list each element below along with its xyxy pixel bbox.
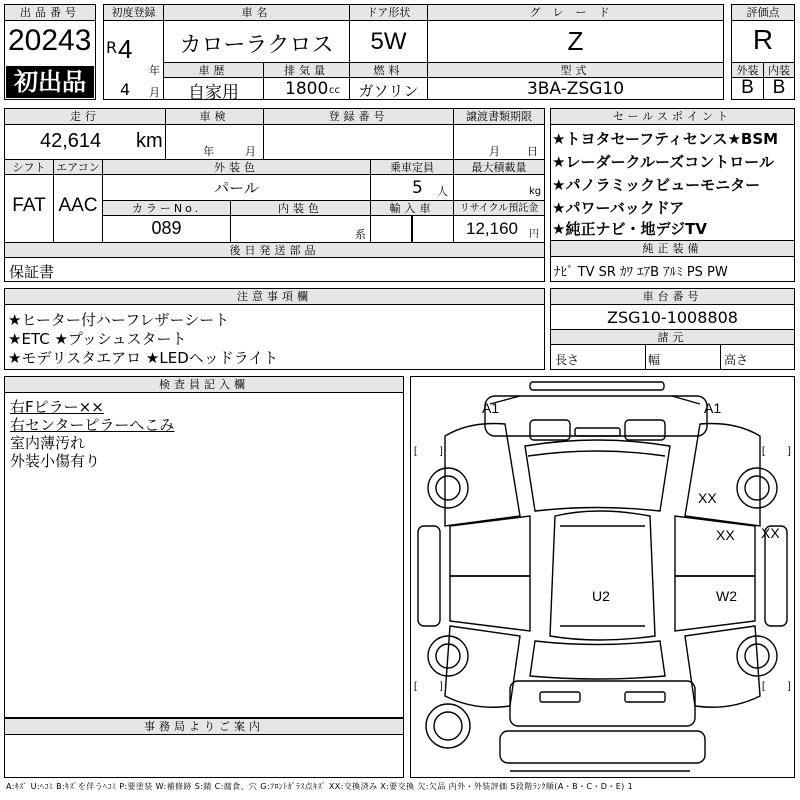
inspection-month-unit: 月 — [245, 145, 256, 158]
sales-item: ★トヨタセーフティセンス★BSM — [552, 130, 779, 148]
svg-text:[: [ — [762, 446, 765, 457]
door-label: ドア形状 — [349, 4, 428, 21]
recycle-unit: 円 — [529, 229, 539, 240]
svg-text:[: [ — [762, 681, 765, 692]
mark-a1-left: A1 — [482, 400, 500, 416]
exterior-grade: B — [741, 77, 754, 98]
svg-text:]: ] — [788, 681, 791, 692]
import-split — [411, 215, 413, 243]
era: R — [106, 38, 118, 57]
load-unit: kg — [529, 186, 542, 197]
inspector-line: 右Fピラー×× — [10, 398, 104, 416]
mark-xx-pillar: XX — [761, 525, 780, 541]
first-listing-badge: 初出品 — [6, 66, 94, 98]
inspection-year-unit: 年 — [203, 145, 214, 158]
caution-line: ★ヒーター付ハーフレザーシート — [8, 311, 230, 329]
load-label: 最大積載量 — [453, 159, 545, 175]
inspector-line: 室内薄汚れ — [10, 434, 86, 452]
later-parts: 保証書 — [9, 263, 55, 281]
int-color-unit: 系 — [355, 228, 366, 241]
interior-grade-label: 内装 — [763, 62, 795, 78]
car-name-label: 車名 — [163, 4, 350, 21]
sales-item: ★パワーバックドア — [552, 199, 685, 217]
model-label: 型式 — [427, 62, 724, 78]
transfer-month-unit: 月 — [489, 145, 500, 158]
color-no-label: カラーNo. — [102, 200, 231, 216]
model: 3BA-ZSG10 — [526, 79, 625, 99]
ext-color-label: 外装色 — [102, 159, 371, 175]
ext-color: パール — [214, 179, 259, 197]
car-name: カローラクロス — [179, 33, 334, 58]
plate-label: 登録番号 — [263, 108, 454, 125]
caution-label: 注意事項欄 — [4, 288, 545, 305]
reg-year: 4 — [118, 34, 133, 64]
capacity: 5 — [412, 178, 423, 198]
mileage: 42,614 — [40, 130, 102, 152]
int-color-cell — [230, 200, 371, 243]
later-parts-label: 後日発送部品 — [4, 242, 545, 258]
dims-height: 高さ — [724, 353, 749, 367]
mileage-label: 走行 — [4, 108, 166, 125]
displacement: 1800 — [285, 79, 329, 99]
legend: A:ｷｽﾞ U:ﾍｺﾐ B:ｷｽﾞを伴うﾍｺﾐ P:要塗装 W:補修跡 S:錆 C:腐食、穴 G:ﾌﾛﾝﾄｶﾞﾗｽ点ｷｽﾞ XX:交換済み X:要交換 欠:欠品 内外・外装評価 5段階ﾗﾝｸ順(A・B・C・D・E) 1 — [6, 782, 634, 791]
chassis-number: ZSG10-1008808 — [607, 308, 738, 327]
capacity-unit: 人 — [437, 185, 448, 198]
shift: FAT — [12, 195, 46, 216]
dims-length: 長さ — [555, 353, 580, 367]
recycle: 12,160 — [466, 219, 518, 238]
lot-number: 20243 — [8, 24, 92, 57]
car-diagram — [410, 376, 795, 778]
chassis-label: 車台番号 — [550, 288, 795, 305]
shift-label: シフト — [4, 159, 54, 175]
ac: AAC — [58, 195, 98, 216]
mark-a1-right: A1 — [704, 400, 722, 416]
sales-item: ★パノラミックビューモニター — [552, 176, 761, 194]
ac-label: エアコン — [53, 159, 103, 175]
sales-item: ★純正ナビ・地デジTV — [552, 220, 707, 238]
int-color-label: 内装色 — [230, 200, 371, 216]
mark-u2: U2 — [592, 588, 610, 604]
mileage-unit: km — [136, 130, 163, 152]
capacity-label: 乗車定員 — [370, 159, 454, 175]
svg-text:[: [ — [414, 681, 417, 692]
grade-label: グレード — [427, 4, 724, 21]
fuel-label: 燃料 — [349, 62, 428, 78]
sales-item: ★レーダークルーズコントロール — [552, 153, 774, 171]
svg-text:]: ] — [440, 681, 443, 692]
displacement-unit: cc — [329, 85, 340, 96]
interior-grade: B — [772, 77, 786, 98]
svg-text:[: [ — [414, 446, 417, 457]
office-label: 事務局よりご案内 — [4, 718, 404, 735]
caution-line: ★モデリスタエアロ ★LEDヘッドライト — [8, 349, 279, 367]
history-label: 車歴 — [163, 62, 264, 78]
history: 自家用 — [188, 83, 239, 103]
genuine-label: 純正装備 — [550, 240, 795, 257]
dims-width: 幅 — [648, 353, 661, 367]
recycle-label: リサイクル預託金 — [453, 200, 545, 216]
transfer-label: 譲渡書類期限 — [453, 108, 545, 125]
transfer-day-unit: 日 — [527, 145, 538, 158]
score: R — [752, 24, 774, 55]
mark-w2: W2 — [716, 588, 737, 604]
exterior-grade-label: 外装 — [731, 62, 764, 78]
genuine-items: ﾅﾋﾞ TV SR ｶﾜ ｴｱB ｱﾙﾐ PS PW — [554, 265, 728, 280]
lot-label: 出品番号 — [4, 4, 96, 21]
svg-text:]: ] — [788, 446, 791, 457]
inspector-label: 検査員記入欄 — [4, 376, 404, 393]
mark-xx-fender: XX — [698, 490, 717, 506]
color-no: 089 — [151, 218, 182, 238]
reg-month: 4 — [120, 80, 131, 99]
first-reg-label: 初度登録 — [103, 4, 164, 21]
inspector-line: 右センターピラーへこみ — [10, 416, 175, 434]
fuel: ガソリン — [358, 82, 419, 100]
reg-year-unit: 年 — [149, 64, 160, 77]
reg-month-unit: 月 — [149, 86, 160, 99]
import-label: 輸入車 — [370, 200, 454, 216]
inspection-label: 車検 — [165, 108, 264, 125]
caution-line: ★ETC ★プッシュスタート — [8, 330, 187, 348]
grade: Z — [567, 26, 584, 56]
displacement-label: 排気量 — [263, 62, 350, 78]
door-type: 5W — [370, 28, 407, 55]
sales-label: セールスポイント — [550, 108, 795, 125]
mark-xx-door: XX — [716, 527, 735, 543]
score-label: 評価点 — [731, 4, 795, 21]
svg-text:]: ] — [440, 446, 443, 457]
dims-label: 諸元 — [550, 329, 795, 345]
inspector-line: 外装小傷有り — [10, 452, 101, 470]
